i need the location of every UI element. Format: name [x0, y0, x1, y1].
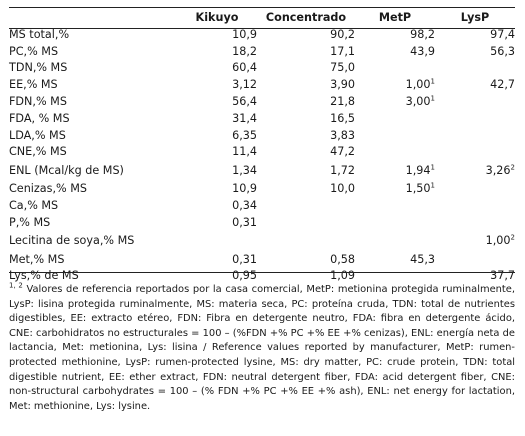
value-cell: [435, 60, 515, 77]
table-row: [9, 76, 515, 93]
value-cell: [177, 214, 257, 231]
row-label: TDN,% MS: [9, 61, 68, 75]
value-cell: [257, 214, 355, 231]
row-label: FDA, % MS: [9, 111, 70, 125]
row-label: CNE,% MS: [9, 145, 67, 159]
header-cell: Concentrado: [265, 10, 347, 24]
cell-value: 10,9: [232, 27, 257, 41]
row-label: P,% MS: [9, 215, 51, 229]
cell-value: 47,2: [330, 145, 355, 159]
row-label: ENL (Mcal/kg de MS): [9, 163, 124, 177]
cell-value: 17,1: [330, 44, 355, 58]
value-cell: [177, 268, 257, 285]
cell-value: 21,8: [330, 94, 355, 108]
footnote-text: Valores de referencia reportados por la casa comercial, MetP: metionina protegida ruminalmente, LysP: lisina protegida ruminalmente, MS: materia seca, PC: proteína cruda, TDN: total de nutrientes digestibles, EE: extracto etéreo, FDN: Fibra en detergente neutro, FDA: fibra en detergente ácido, CNE: carbohidratos no estructurales = 100 – (%FDN +% PC +% EE +% cenizas), ENL: energía neta de lactancia, Met: metionina, Lys: lisina / Reference values reported by manufacturer, MetP: rumen-protected methionine, LysP: rumen-protected lysine, MS: dry matter, PC: crude protein, TDN: total digestible nutrient, EE: ether extract, FDN: neutral detergent fiber, FDA: acid detergent fiber, CNE: non-structural carbohydrates = 100 – (% FDN +% PC +% EE +% ash), ENL: net energy for lactation, Met: methionine, Lys: lysine.: [9, 284, 516, 412]
row-label: EE,% MS: [9, 78, 58, 92]
cell-value: 3,12: [232, 78, 257, 92]
table-row: [9, 144, 515, 161]
value-cell: [435, 76, 515, 93]
value-cell: [257, 60, 355, 77]
top-rule: [9, 7, 515, 8]
table-row: [9, 214, 515, 231]
value-cell: [257, 197, 355, 214]
cell-value: 0,31: [232, 252, 257, 266]
footnote: [9, 283, 515, 414]
header-cell: [9, 9, 177, 26]
cell-value: 42,7: [490, 78, 515, 92]
cell-value: 16,5: [330, 111, 355, 125]
footnote-mark: 2: [510, 163, 515, 172]
header-cell: LysP: [460, 10, 490, 24]
value-cell: [257, 268, 355, 285]
cell-value: 45,3: [410, 252, 435, 266]
value-cell: [257, 43, 355, 60]
value-cell: [435, 160, 515, 180]
bottom-rule: [9, 272, 515, 273]
cell-value: 56,4: [232, 94, 257, 108]
cell-value: 0,31: [232, 215, 257, 229]
value-cell: [435, 110, 515, 127]
value-cell: [435, 144, 515, 161]
value-cell: [435, 127, 515, 144]
row-label: FDN,% MS: [9, 94, 67, 108]
table-row: [9, 110, 515, 127]
value-cell: [257, 180, 355, 197]
cell-value: 10,9: [232, 182, 257, 196]
header-cell: MetP: [378, 10, 412, 24]
value-cell: [355, 60, 435, 77]
row-label: Cenizas,% MS: [9, 182, 87, 196]
header-cell: Kikuyo: [195, 10, 239, 24]
cell-value: 1,94: [405, 163, 431, 177]
table-row: [9, 197, 515, 214]
cell-value: 1,00: [485, 234, 511, 248]
row-label: Met,% MS: [9, 252, 65, 266]
table-row: [9, 251, 515, 268]
cell-value: 3,83: [330, 128, 355, 142]
cell-value: 18,2: [232, 44, 257, 58]
cell-value: 90,2: [330, 27, 355, 41]
cell-value: 3,26: [485, 163, 511, 177]
row-label: Lecitina de soya,% MS: [9, 234, 135, 248]
cell-value: 1,34: [232, 163, 257, 177]
cell-value: 1,00: [405, 78, 431, 92]
value-cell: [435, 43, 515, 60]
row-label: LDA,% MS: [9, 128, 66, 142]
value-cell: [257, 93, 355, 110]
cell-value: 3,90: [330, 78, 355, 92]
value-cell: [435, 231, 515, 251]
table-row: [9, 93, 515, 110]
value-cell: [355, 251, 435, 268]
cell-value: 31,4: [232, 111, 257, 125]
value-cell: [257, 110, 355, 127]
value-cell: [355, 110, 435, 127]
value-cell: [435, 93, 515, 110]
cell-value: 6,35: [232, 128, 257, 142]
cell-value: 37,7: [490, 269, 515, 283]
value-cell: [355, 127, 435, 144]
cell-value: 3,00: [405, 94, 431, 108]
cell-value: 56,3: [490, 44, 515, 58]
value-cell: [257, 76, 355, 93]
footnote-mark: 2: [510, 233, 515, 242]
value-cell: [177, 251, 257, 268]
value-cell: [355, 231, 435, 251]
table-row: [9, 160, 515, 180]
table-body: [9, 26, 515, 284]
value-cell: [355, 180, 435, 197]
value-cell: [435, 214, 515, 231]
value-cell: [355, 43, 435, 60]
cell-value: 0,58: [330, 252, 355, 266]
cell-value: 1,50: [405, 182, 431, 196]
value-cell: [355, 160, 435, 180]
cell-value: 75,0: [330, 61, 355, 75]
table-row: [9, 60, 515, 77]
value-cell: [355, 268, 435, 285]
table-row: [9, 180, 515, 197]
value-cell: [435, 197, 515, 214]
value-cell: [257, 251, 355, 268]
value-cell: [355, 144, 435, 161]
value-cell: [257, 127, 355, 144]
cell-value: 0,95: [232, 269, 257, 283]
cell-value: 11,4: [232, 145, 257, 159]
value-cell: [257, 160, 355, 180]
cell-value: 10,0: [330, 182, 355, 196]
row-label: PC,% MS: [9, 44, 59, 58]
cell-value: 60,4: [232, 61, 257, 75]
table-row: [9, 43, 515, 60]
value-cell: [177, 160, 257, 180]
footnote-mark: 1: [430, 77, 435, 86]
value-cell: [177, 93, 257, 110]
value-cell: [435, 251, 515, 268]
cell-value: 43,9: [410, 44, 435, 58]
row-label: Ca,% MS: [9, 198, 59, 212]
value-cell: [435, 180, 515, 197]
cell-value: 1,09: [330, 269, 355, 283]
value-cell: [355, 76, 435, 93]
cell-value: 1,72: [330, 163, 355, 177]
value-cell: [257, 231, 355, 251]
cell-value: 97,4: [490, 27, 515, 41]
footnote-mark: 1: [430, 163, 435, 172]
value-cell: [177, 60, 257, 77]
value-cell: [257, 144, 355, 161]
table-row: [9, 268, 515, 285]
footnote-mark: 1: [430, 94, 435, 103]
table-row: [9, 231, 515, 251]
cell-value: 98,2: [410, 27, 435, 41]
value-cell: [177, 127, 257, 144]
value-cell: [177, 110, 257, 127]
value-cell: [177, 197, 257, 214]
cell-value: 0,34: [232, 198, 257, 212]
value-cell: [435, 268, 515, 285]
composition-table: [9, 9, 515, 284]
value-cell: [355, 214, 435, 231]
value-cell: [177, 144, 257, 161]
table-header-row: [9, 9, 515, 26]
value-cell: [177, 231, 257, 251]
row-label: Lys,% de MS: [9, 269, 79, 283]
value-cell: [177, 76, 257, 93]
footnote-marker: 1, 2: [9, 281, 23, 290]
value-cell: [355, 197, 435, 214]
header-rule: [9, 28, 515, 29]
value-cell: [177, 43, 257, 60]
value-cell: [177, 180, 257, 197]
table-row: [9, 127, 515, 144]
row-label: MS total,%: [9, 27, 70, 41]
value-cell: [355, 93, 435, 110]
footnote-mark: 1: [430, 181, 435, 190]
